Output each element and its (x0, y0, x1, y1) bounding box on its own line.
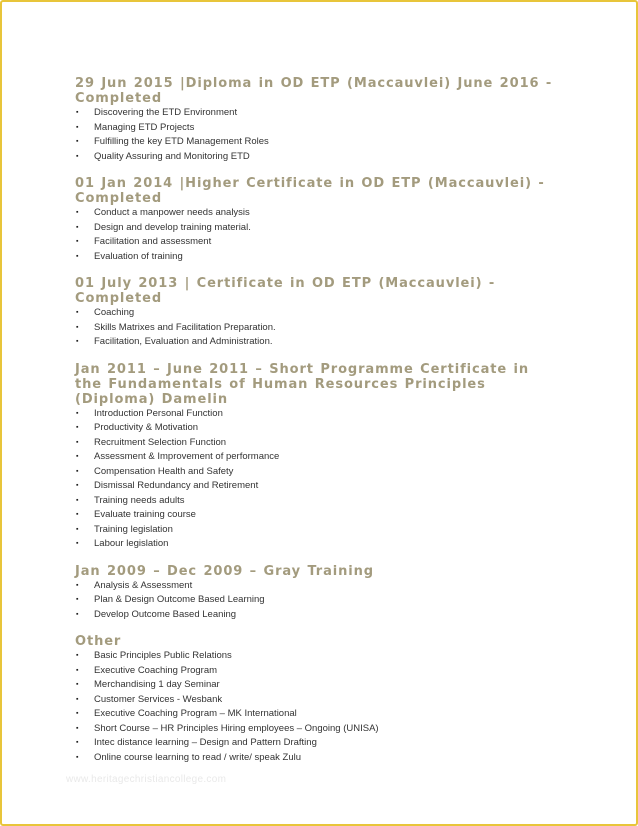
list-item: ▪ Coaching (75, 306, 555, 321)
list-item: ▪ Skills Matrixes and Facilitation Preparation. (75, 321, 555, 336)
list-item: ▪ Evaluate training course (75, 508, 555, 523)
section-heading: 01 July 2013 | Certificate in OD ETP (Maccauvlei) - Completed (75, 276, 496, 306)
list-item: ▪ Assessment & Improvement of performance (75, 450, 555, 465)
list-item: ▪ Conduct a manpower needs analysis (75, 206, 555, 221)
list-item: ▪ Compensation Health and Safety (75, 465, 555, 480)
section-heading: 29 Jun 2015 |Diploma in OD ETP (Maccauvlei) June 2016 - Completed (75, 76, 553, 106)
item-list (75, 306, 555, 350)
list-item: ▪ Intec distance learning – Design and Pattern Drafting (75, 736, 555, 751)
section-heading: Other (75, 634, 122, 649)
list-item: ▪ Facilitation, Evaluation and Administration. (75, 335, 555, 350)
list-item: ▪ Recruitment Selection Function (75, 436, 555, 451)
list-item: ▪ Dismissal Redundancy and Retirement (75, 479, 555, 494)
item-list (75, 579, 555, 623)
list-item: ▪ Introduction Personal Function (75, 407, 555, 422)
list-item: ▪ Executive Coaching Program – MK International (75, 707, 555, 722)
resume-content (75, 76, 555, 777)
list-item: ▪ Training legislation (75, 523, 555, 538)
item-list (75, 206, 555, 264)
list-item: ▪ Training needs adults (75, 494, 555, 509)
item-list (75, 649, 555, 765)
list-item: ▪ Customer Services - Wesbank (75, 693, 555, 708)
list-item: ▪ Executive Coaching Program (75, 664, 555, 679)
section-heading: 01 Jan 2014 |Higher Certificate in OD ETP (Maccauvlei) - Completed (75, 176, 545, 206)
section-diploma-2015 (75, 76, 555, 164)
list-item: ▪ Quality Assuring and Monitoring ETD (75, 150, 555, 165)
section-heading: Jan 2009 – Dec 2009 – Gray Training (75, 563, 375, 579)
list-item: ▪ Facilitation and assessment (75, 235, 555, 250)
list-item: ▪ Develop Outcome Based Leaning (75, 608, 555, 623)
item-list (75, 106, 555, 164)
list-item: ▪ Plan & Design Outcome Based Learning (75, 593, 555, 608)
section-short-programme-2011 (75, 362, 555, 552)
list-item: ▪ Online course learning to read / write/ speak Zulu (75, 751, 555, 766)
list-item: ▪ Merchandising 1 day Seminar (75, 678, 555, 693)
list-item: ▪ Managing ETD Projects (75, 121, 555, 136)
section-higher-certificate-2014 (75, 176, 555, 264)
list-item: ▪ Fulfilling the key ETD Management Roles (75, 135, 555, 150)
section-gray-training-2009 (75, 564, 555, 623)
list-item: ▪ Discovering the ETD Environment (75, 106, 555, 121)
list-item: ▪ Evaluation of training (75, 250, 555, 265)
list-item: ▪ Productivity & Motivation (75, 421, 555, 436)
list-item: ▪ Analysis & Assessment (75, 579, 555, 594)
section-certificate-2013 (75, 276, 555, 350)
list-item: ▪ Design and develop training material. (75, 221, 555, 236)
section-heading: Jan 2011 – June 2011 – Short Programme Certificate in the Fundamentals of Human Resources Principles (Diploma) Damelin (75, 361, 530, 407)
list-item: ▪ Short Course – HR Principles Hiring employees – Ongoing (UNISA) (75, 722, 555, 737)
list-item: ▪ Basic Principles Public Relations (75, 649, 555, 664)
watermark: www.heritagechristiancollege.com (66, 774, 227, 785)
item-list (75, 407, 555, 552)
list-item: ▪ Labour legislation (75, 537, 555, 552)
section-other (75, 634, 555, 765)
